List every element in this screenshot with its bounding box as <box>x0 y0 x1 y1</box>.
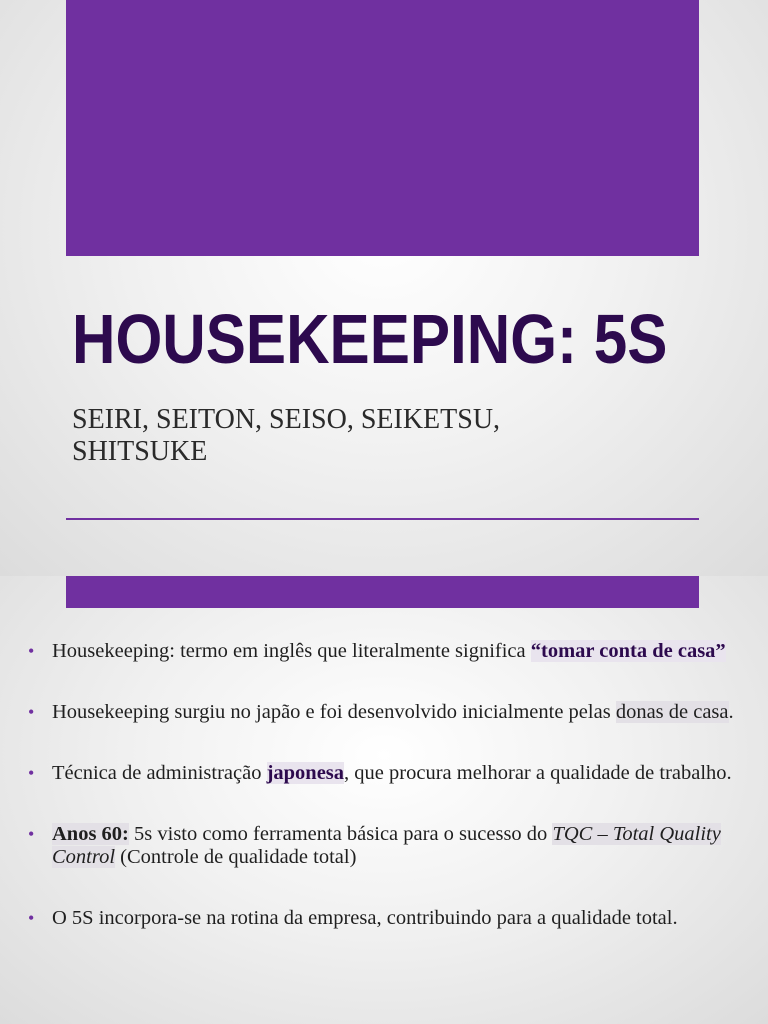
italic-term: TQC – <box>552 823 613 845</box>
bullet-dot-icon: • <box>28 763 35 783</box>
title-accent-band <box>66 0 699 256</box>
bullet-item: • O 5S incorpora-se na rotina da empresa, contribuindo para a qualidade total. <box>28 907 678 929</box>
bullet-list <box>26 640 738 968</box>
emphasis: “tomar conta de casa” <box>530 640 726 662</box>
slide-subtitle: SEIRI, SEITON, SEISO, SEIKETSU, SHITSUKE <box>72 404 501 467</box>
bullet-item: • Anos 60: 5s visto como ferramenta básica para o sucesso do TQC – Total Quality Control (Controle de qualidade total) <box>28 823 721 868</box>
bullet-dot-icon: • <box>28 824 35 844</box>
title-divider <box>66 518 699 520</box>
emphasis: japonesa <box>266 762 345 784</box>
lead-label: Anos 60: <box>52 823 129 845</box>
content-slide <box>0 576 768 1024</box>
highlight: donas de casa <box>615 701 729 723</box>
bullet-dot-icon: • <box>28 908 35 928</box>
bullet-item: • Housekeeping surgiu no japão e foi desenvolvido inicialmente pelas donas de casa. <box>28 701 734 723</box>
italic-term: Total Quality Control <box>52 823 721 868</box>
bullet-item: • Housekeeping: termo em inglês que literalmente significa “tomar conta de casa” <box>28 640 726 662</box>
slide-title: HOUSEKEEPING: 5S <box>72 300 668 378</box>
content-accent-band <box>66 576 699 608</box>
bullet-item: • Técnica de administração japonesa, que procura melhorar a qualidade de trabalho. <box>28 762 732 784</box>
bullet-dot-icon: • <box>28 702 35 722</box>
bullet-dot-icon: • <box>28 641 35 661</box>
